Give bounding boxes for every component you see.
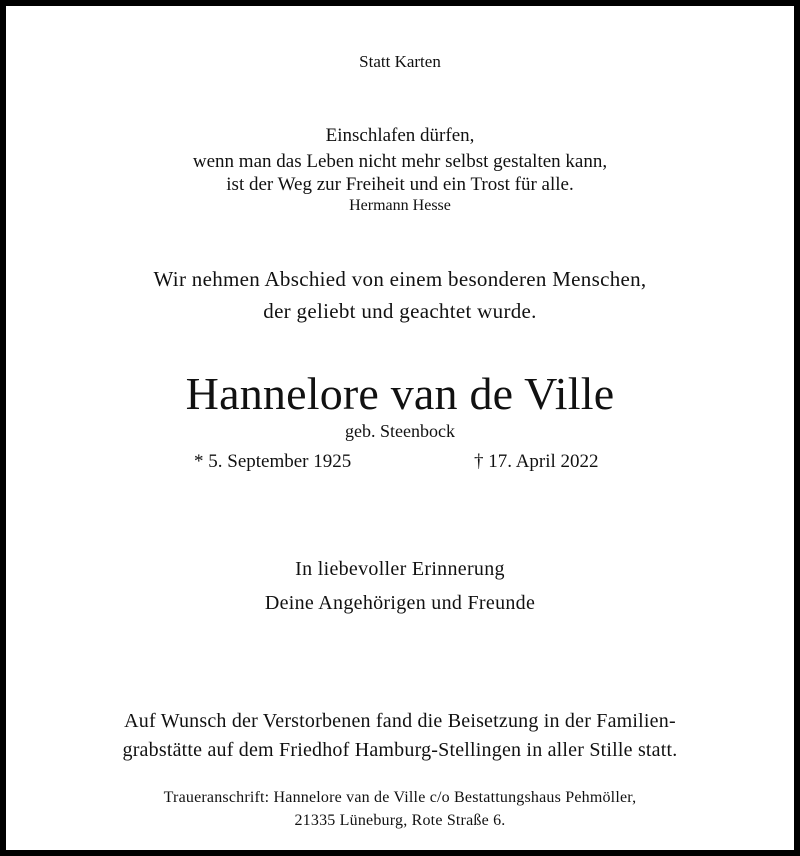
funeral-note-line-1: Auf Wunsch der Verstorbenen fand die Beisetzung in der Familien- xyxy=(124,710,676,732)
maiden-name: geb. Steenbock xyxy=(345,421,455,441)
birth-date: * 5. September 1925 xyxy=(194,451,352,472)
header-text: Statt Karten xyxy=(359,52,441,71)
intro-line-1: Wir nehmen Abschied von einem besonderen Menschen, xyxy=(153,267,647,291)
address-line-2: 21335 Lüneburg, Rote Straße 6. xyxy=(294,812,506,829)
memory-line-1: In liebevoller Erinnerung xyxy=(295,558,505,580)
quote-author: Hermann Hesse xyxy=(349,197,451,214)
quote-line-2: wenn man das Leben nicht mehr selbst gestalten kann, xyxy=(192,151,608,172)
death-date: † 17. April 2022 xyxy=(474,451,599,472)
address-line-1: Traueranschrift: Hannelore van de Ville c/o Bestattungshaus Pehmöller, xyxy=(163,789,637,806)
quote-line-1: Einschlafen dürfen, xyxy=(325,125,475,146)
deceased-name: Hannelore van de Ville xyxy=(185,368,615,419)
memory-line-2: Deine Angehörigen und Freunde xyxy=(264,592,536,614)
funeral-note-line-2: grabstätte auf dem Friedhof Hamburg-Stellingen in aller Stille statt. xyxy=(122,739,678,761)
intro-line-2: der geliebt und geachtet wurde. xyxy=(263,299,537,323)
quote-line-3: ist der Weg zur Freiheit und ein Trost für alle. xyxy=(226,174,574,195)
